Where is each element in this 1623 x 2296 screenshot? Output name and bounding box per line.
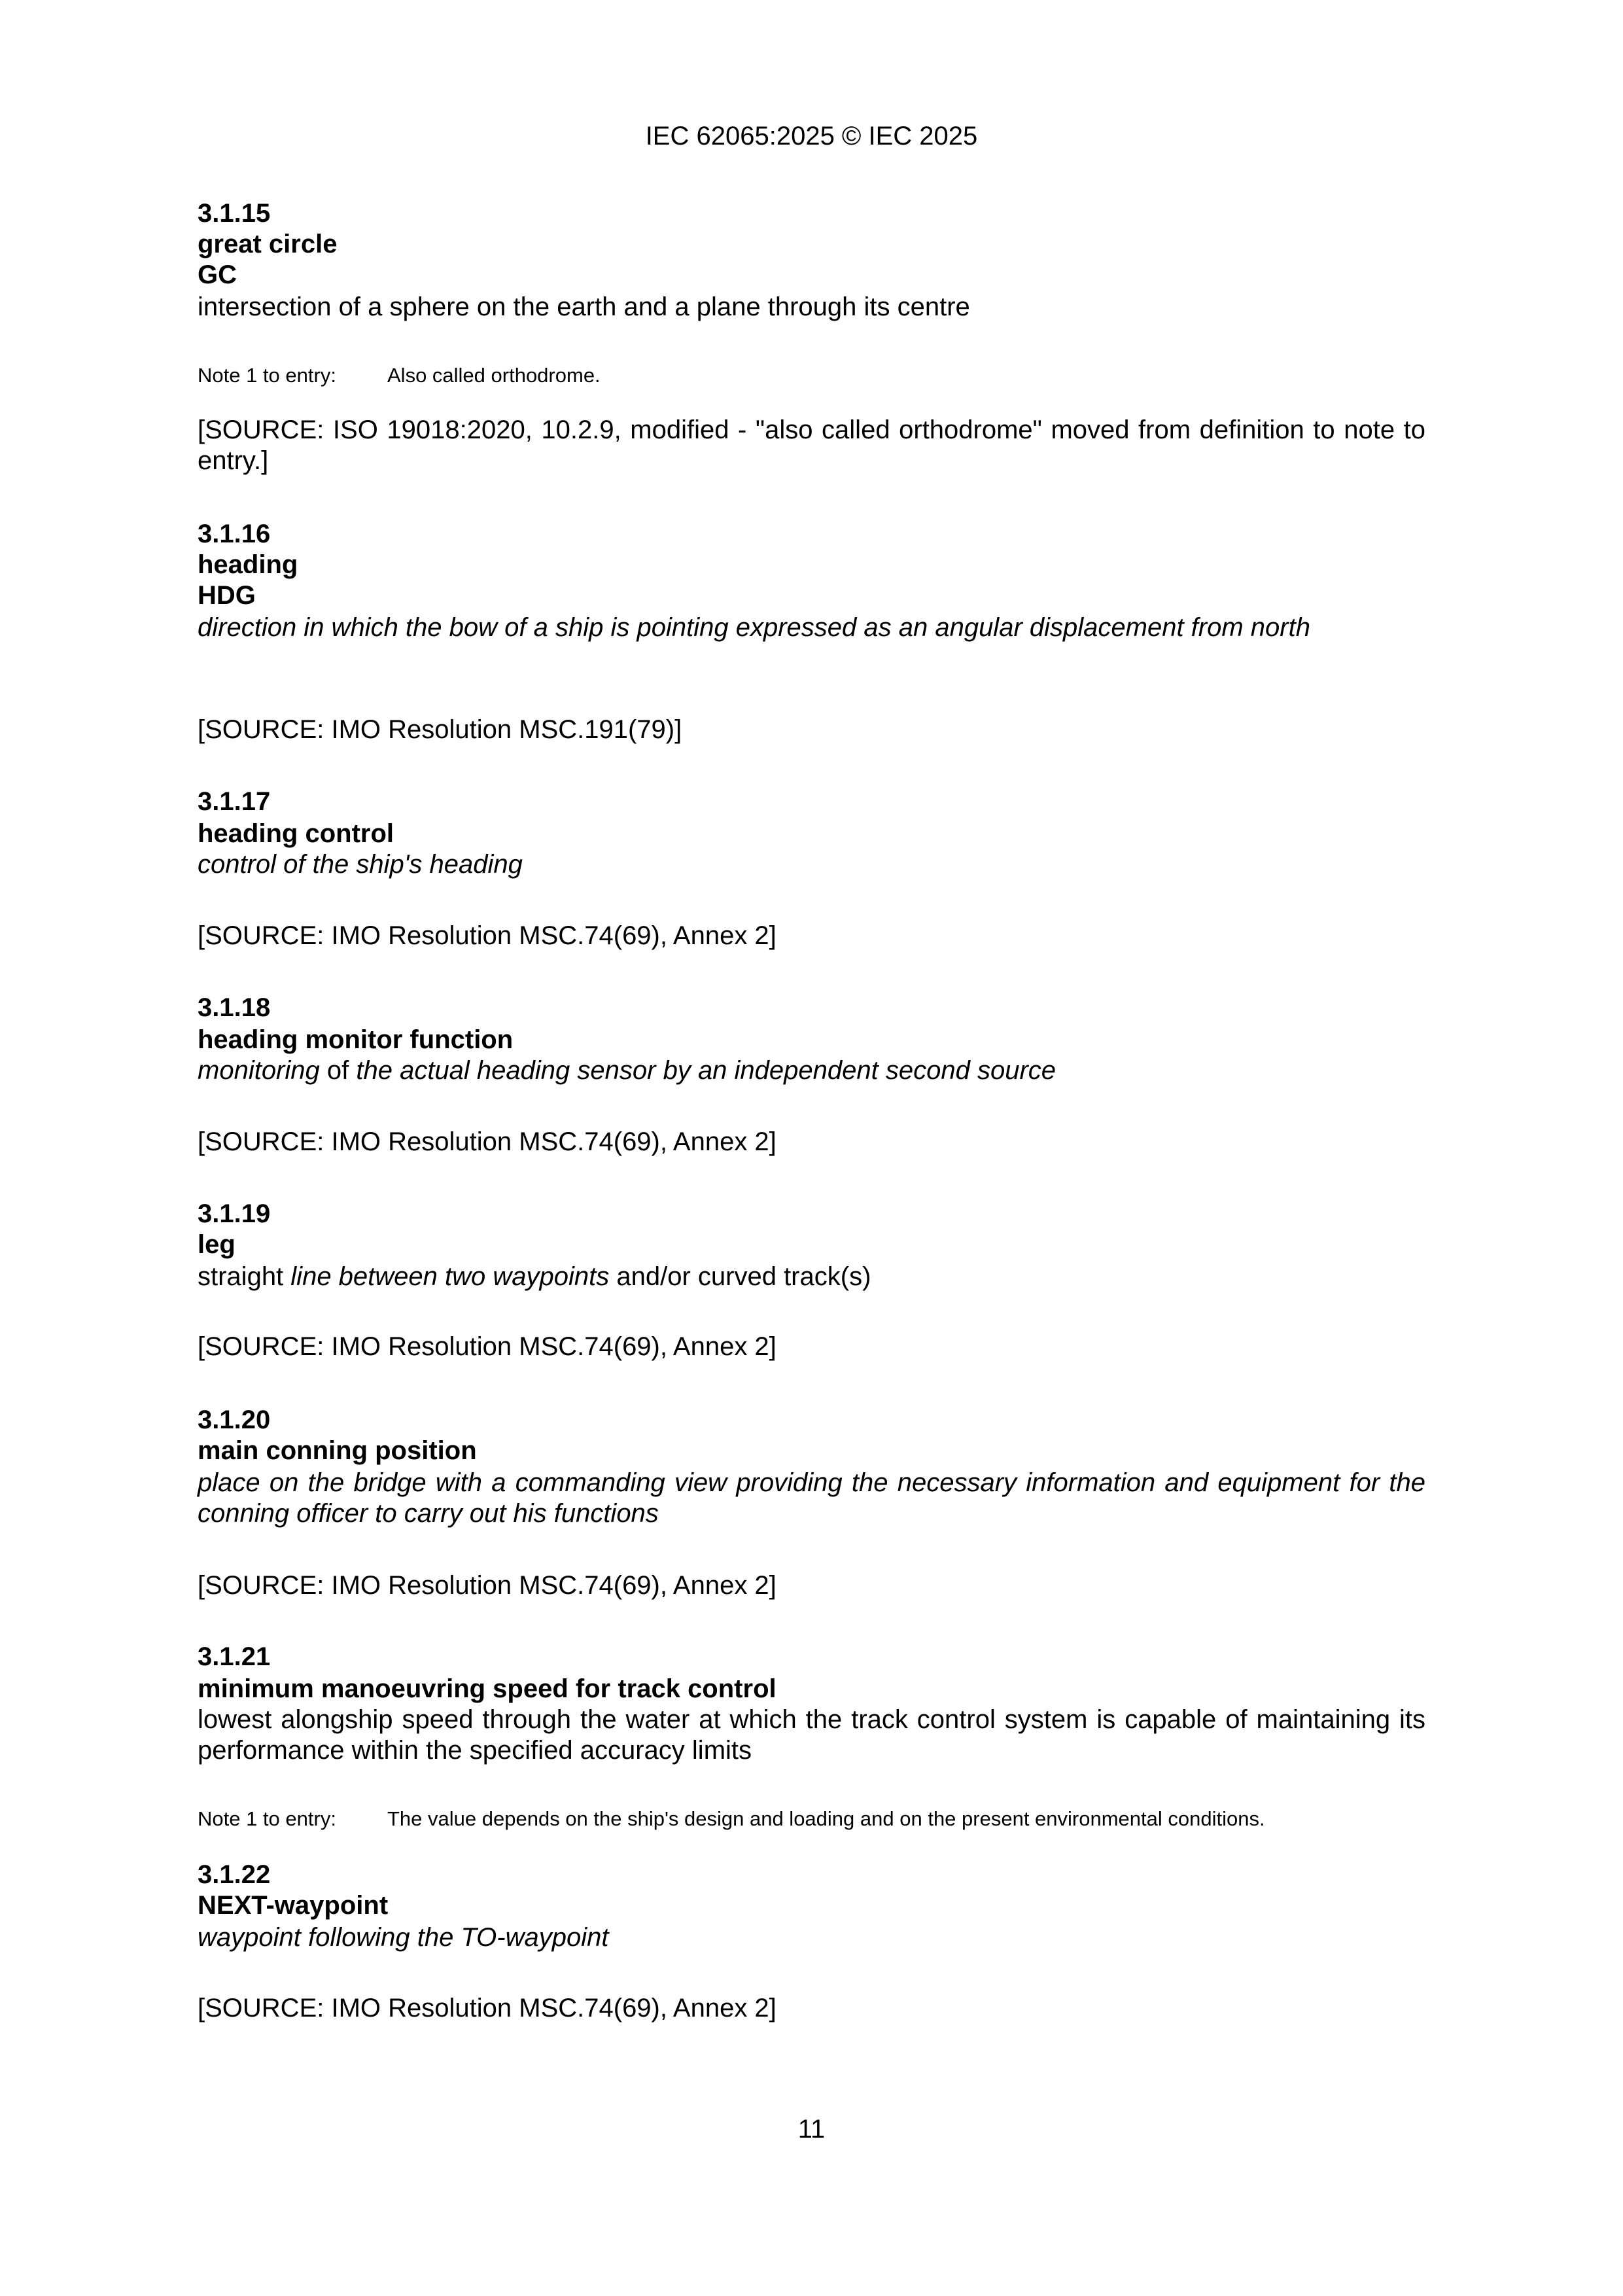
entry-source: [SOURCE: IMO Resolution MSC.74(69), Annex 2] xyxy=(198,1994,777,2022)
entry-definition: waypoint following the TO-waypoint xyxy=(198,1923,609,1952)
entry-definition: direction in which the bow of a ship is pointing expressed as an angular displacement from north xyxy=(198,613,1310,642)
entry-number: 3.1.17 xyxy=(198,787,271,816)
note-label: Note 1 to entry: xyxy=(198,364,336,387)
entry-abbreviation: HDG xyxy=(198,581,256,610)
entry-number: 3.1.22 xyxy=(198,1860,271,1889)
entry-term: main conning position xyxy=(198,1436,477,1465)
page-header: IEC 62065:2025 © IEC 2025 xyxy=(645,122,978,150)
entry-definition: control of the ship's heading xyxy=(198,850,523,879)
entry-abbreviation: GC xyxy=(198,260,237,289)
entry-term: heading control xyxy=(198,819,394,848)
entry-term: great circle xyxy=(198,230,338,258)
entry-source: [SOURCE: IMO Resolution MSC.74(69), Annex 2] xyxy=(198,1127,777,1156)
definition-part: of xyxy=(319,1056,357,1085)
entry-number: 3.1.18 xyxy=(198,993,271,1022)
entry-note xyxy=(198,362,1425,389)
entry-note xyxy=(198,1806,1425,1832)
entry-definition xyxy=(198,1262,1425,1292)
note-text: The value depends on the ship's design and loading and on the present environmental conditions. xyxy=(387,1807,1265,1830)
entry-term: NEXT-waypoint xyxy=(198,1891,389,1920)
entry-source: [SOURCE: IMO Resolution MSC.74(69), Annex 2] xyxy=(198,1332,777,1361)
entry-number: 3.1.20 xyxy=(198,1405,271,1434)
entry-number: 3.1.19 xyxy=(198,1199,271,1228)
definition-part: the actual heading sensor by an independent second source xyxy=(356,1056,1056,1085)
entry-term: heading xyxy=(198,550,298,579)
note-label: Note 1 to entry: xyxy=(198,1807,336,1830)
entry-source: [SOURCE: IMO Resolution MSC.74(69), Annex 2] xyxy=(198,1571,777,1600)
definition-part: monitoring xyxy=(198,1056,320,1085)
entry-term: leg xyxy=(198,1230,236,1259)
entry-definition: place on the bridge with a commanding view providing the necessary information and equipment for the conning officer to carry out his functions xyxy=(198,1468,1425,1528)
entry-number: 3.1.16 xyxy=(198,520,271,548)
entry-term: minimum manoeuvring speed for track control xyxy=(198,1674,777,1703)
definition-part: and/or curved track(s) xyxy=(609,1262,871,1291)
entry-definition xyxy=(198,1055,1425,1086)
entry-source: [SOURCE: IMO Resolution MSC.74(69), Annex 2] xyxy=(198,921,777,950)
entry-number: 3.1.21 xyxy=(198,1642,271,1671)
entry-definition: intersection of a sphere on the earth and a plane through its centre xyxy=(198,292,970,321)
page-number: 11 xyxy=(797,2115,826,2144)
entry-definition: lowest alongship speed through the water at which the track control system is capable of maintaining its performance within the specified accuracy limits xyxy=(198,1705,1425,1765)
entry-source: [SOURCE: IMO Resolution MSC.191(79)] xyxy=(198,715,682,744)
entry-number: 3.1.15 xyxy=(198,199,271,228)
entry-term: heading monitor function xyxy=(198,1025,514,1054)
note-text: Also called orthodrome. xyxy=(387,364,601,387)
definition-part: straight xyxy=(198,1262,291,1291)
definition-part: line between two waypoints xyxy=(290,1262,610,1291)
entry-source: [SOURCE: ISO 19018:2020, 10.2.9, modified - "also called orthodrome" moved from definition to note to entry.] xyxy=(198,415,1425,475)
